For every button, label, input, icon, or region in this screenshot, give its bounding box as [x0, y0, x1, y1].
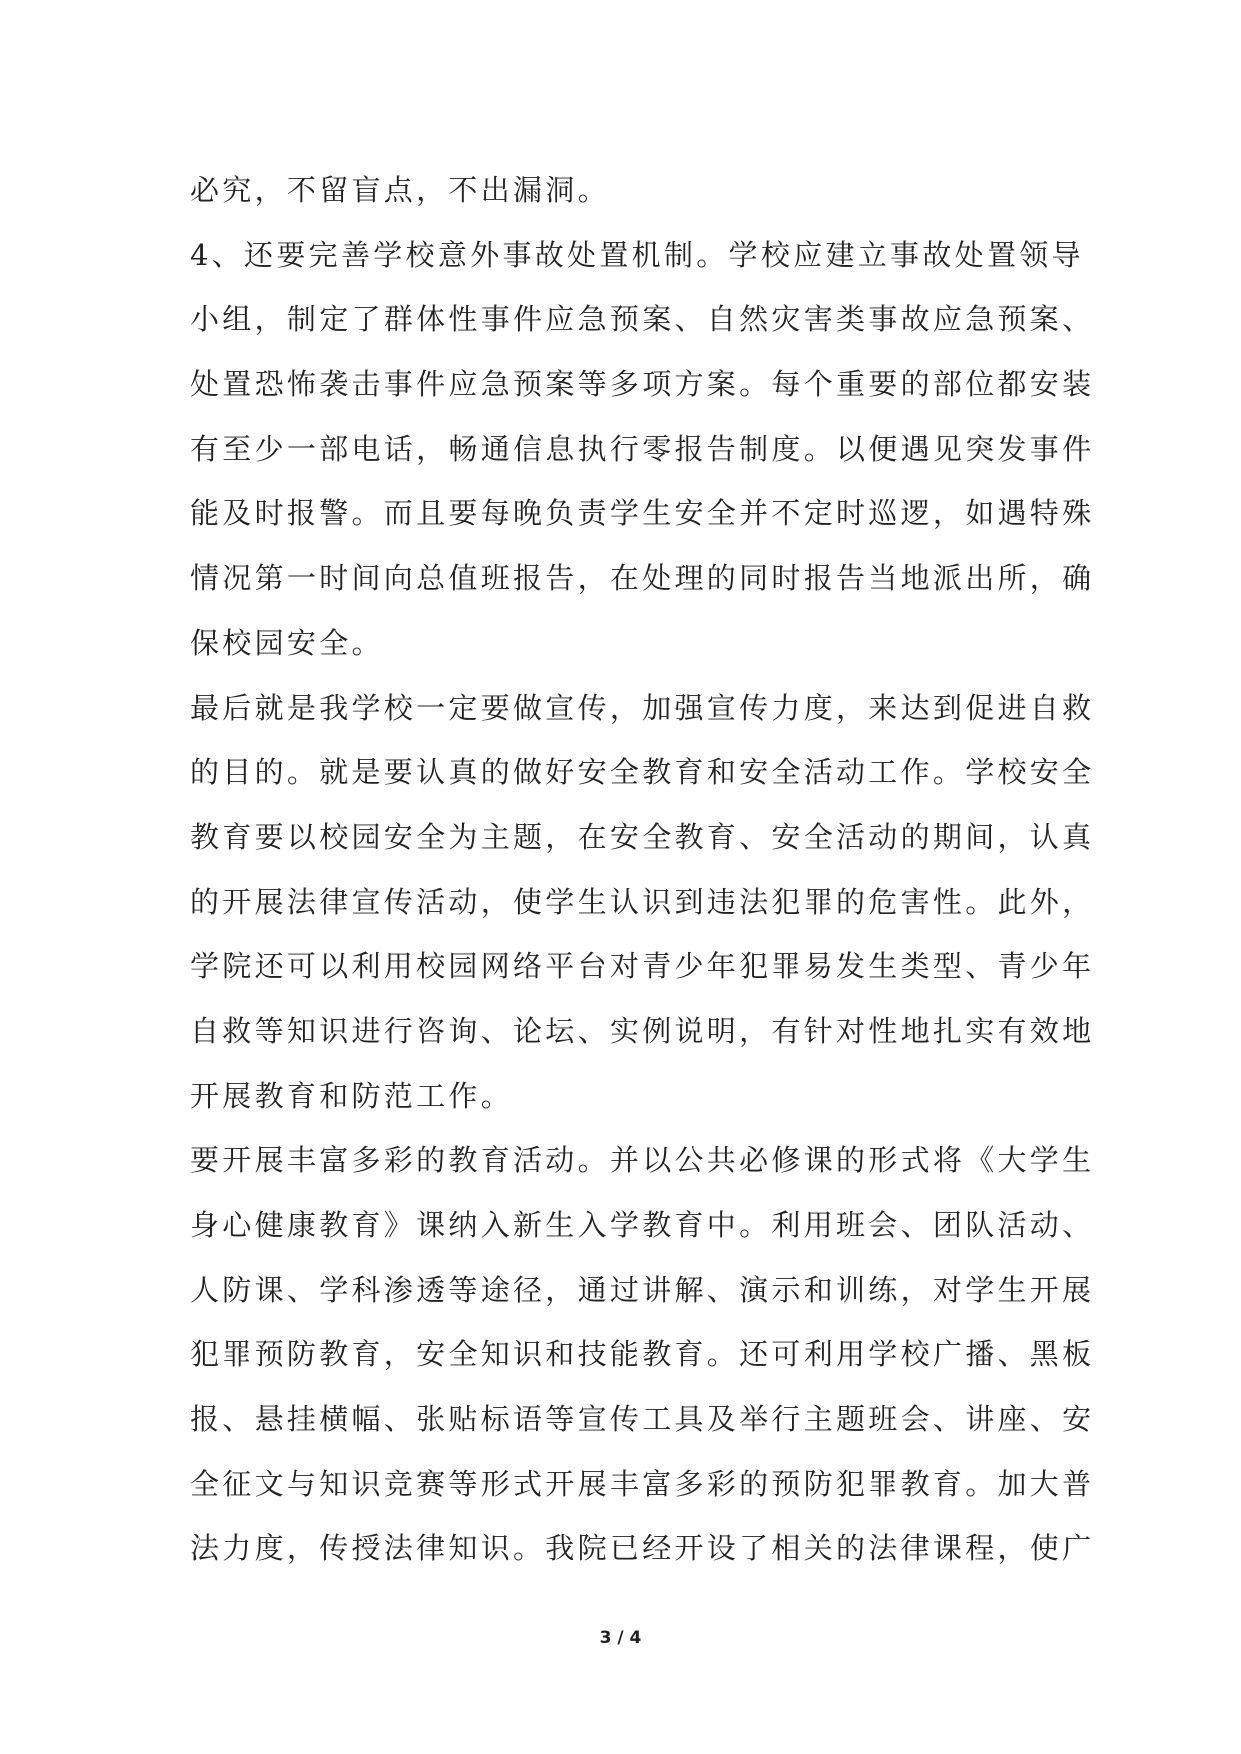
text-line: 处置恐怖袭击事件应急预案等多项方案。每个重要的部位都安装	[190, 367, 1095, 402]
text-line: 小组，制定了群体性事件应急预案、自然灾害类事故应急预案、	[190, 302, 1095, 337]
text-line: 的目的。就是要认真的做好安全教育和安全活动工作。学校安全	[190, 755, 1095, 790]
text-line: 最后就是我学校一定要做宣传，加强宣传力度，来达到促进自救	[190, 690, 1095, 725]
text-line: 开展教育和防范工作。	[190, 1078, 514, 1113]
text-line: 身心健康教育》课纳入新生入学教育中。利用班会、团队活动、	[190, 1208, 1095, 1242]
text-line: 能及时报警。而且要每晚负责学生安全并不定时巡逻，如遇特殊	[190, 496, 1095, 531]
text-line: 要开展丰富多彩的教育活动。并以公共必修课的形式将《大学生	[190, 1143, 1095, 1178]
text-line: 报、悬挂横幅、张贴标语等宣传工具及举行主题班会、讲座、安	[190, 1402, 1095, 1437]
text-line: 教育要以校园安全为主题，在安全教育、安全活动的期间，认真	[190, 819, 1095, 854]
text-line: 必究，不留盲点，不出漏洞。	[190, 173, 610, 207]
text-line: 4、还要完善学校意外事故处置机制。学校应建立事故处置领导	[190, 237, 1084, 272]
text-line: 法力度，传授法律知识。我院已经开设了相关的法律课程，使广	[190, 1531, 1095, 1566]
text-line: 学院还可以利用校园网络平台对青少年犯罪易发生类型、青少年	[190, 949, 1095, 984]
text-line: 有至少一部电话，畅通信息执行零报告制度。以便遇见突发事件	[190, 431, 1095, 466]
text-line: 的开展法律宣传活动，使学生认识到违法犯罪的危害性。此外，	[190, 884, 1095, 919]
body-text	[190, 158, 1095, 1581]
text-line: 自救等知识进行咨询、论坛、实例说明，有针对性地扎实有效地	[190, 1013, 1095, 1048]
text-line: 全征文与知识竞赛等形式开展丰富多彩的预防犯罪教育。加大普	[190, 1466, 1095, 1501]
text-line: 人防课、学科渗透等途径，通过讲解、演示和训练，对学生开展	[190, 1272, 1095, 1307]
page-number: 3 / 4	[599, 1628, 642, 1648]
text-line: 情况第一时间向总值班报告，在处理的同时报告当地派出所，确	[190, 561, 1095, 596]
text-line: 保校园安全。	[190, 625, 384, 660]
text-line: 犯罪预防教育，安全知识和技能教育。还可利用学校广播、黑板	[190, 1337, 1095, 1372]
